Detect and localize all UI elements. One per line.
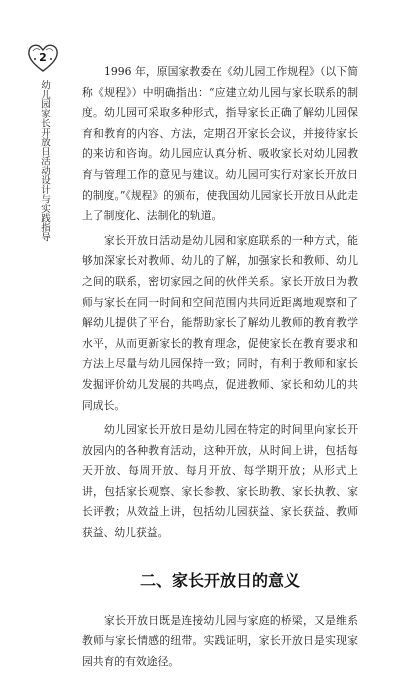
heart-page-emblem-icon [26, 40, 60, 74]
paragraph-1: 1996 年，原国家教委在《幼儿园工作规程》（以下简称《规程》）中明确指出：“应建立幼儿园与家长联系的制度。幼儿园可采取多种形式，指导家长正确了解幼儿园保育和教育的内容、方法，定期召开家长会议，并接待家长的来访和咨询。幼儿园应认真分析、吸收家长对幼儿园教育与管理工作的意见与建议。幼儿园可实行对家长开放日的制度。”《规程》的颁布，使我国幼儿园家长开放日从此走上了制度化、法制化的轨道。 [82, 65, 358, 223]
paragraph-3: 幼儿园家长开放日是幼儿园在特定的时间里向家长开放园内的各种教育活动，这种开放，从时间上讲，包括每天开放、每周开放、每月开放、每学期开放；从形式上讲，包括家长观察、家长参教、家长助教、家长执教、家长评教；从效益上讲，包括幼儿园获益、家长获益、教师获益、幼儿获益。 [82, 423, 358, 540]
paragraph-2: 家长开放日活动是幼儿园和家庭联系的一种方式，能够加深家长对教师、幼儿的了解，加强家长和教师、幼儿之间的联系，密切家园之间的伙伴关系。家长开放日为教师与家长在同一时间和空间范围内共同近距离地观察和了解幼儿提供了平台，能帮助家长了解幼儿教师的教育教学水平，从而更新家长的教育理念，促使家长在教育要求和方法上尽量与幼儿园保持一致；同时，有利于教师和家长发掘评价幼儿发展的共鸣点，促进教师、家长和幼儿的共同成长。 [82, 233, 358, 412]
sidebar [0, 0, 62, 565]
running-title: 幼儿园家长开放日活动设计与实践指导 [39, 80, 50, 242]
page-number: 2 [39, 51, 47, 64]
page-content [82, 62, 358, 676]
paragraph-4: 家长开放日既是连接幼儿园与家庭的桥梁，又是维系教师与家长情感的纽带。实践证明，家长开放日是实现家园共育的有效途径。 [82, 613, 358, 668]
section-heading: 二、家长开放日的意义 [139, 570, 300, 590]
